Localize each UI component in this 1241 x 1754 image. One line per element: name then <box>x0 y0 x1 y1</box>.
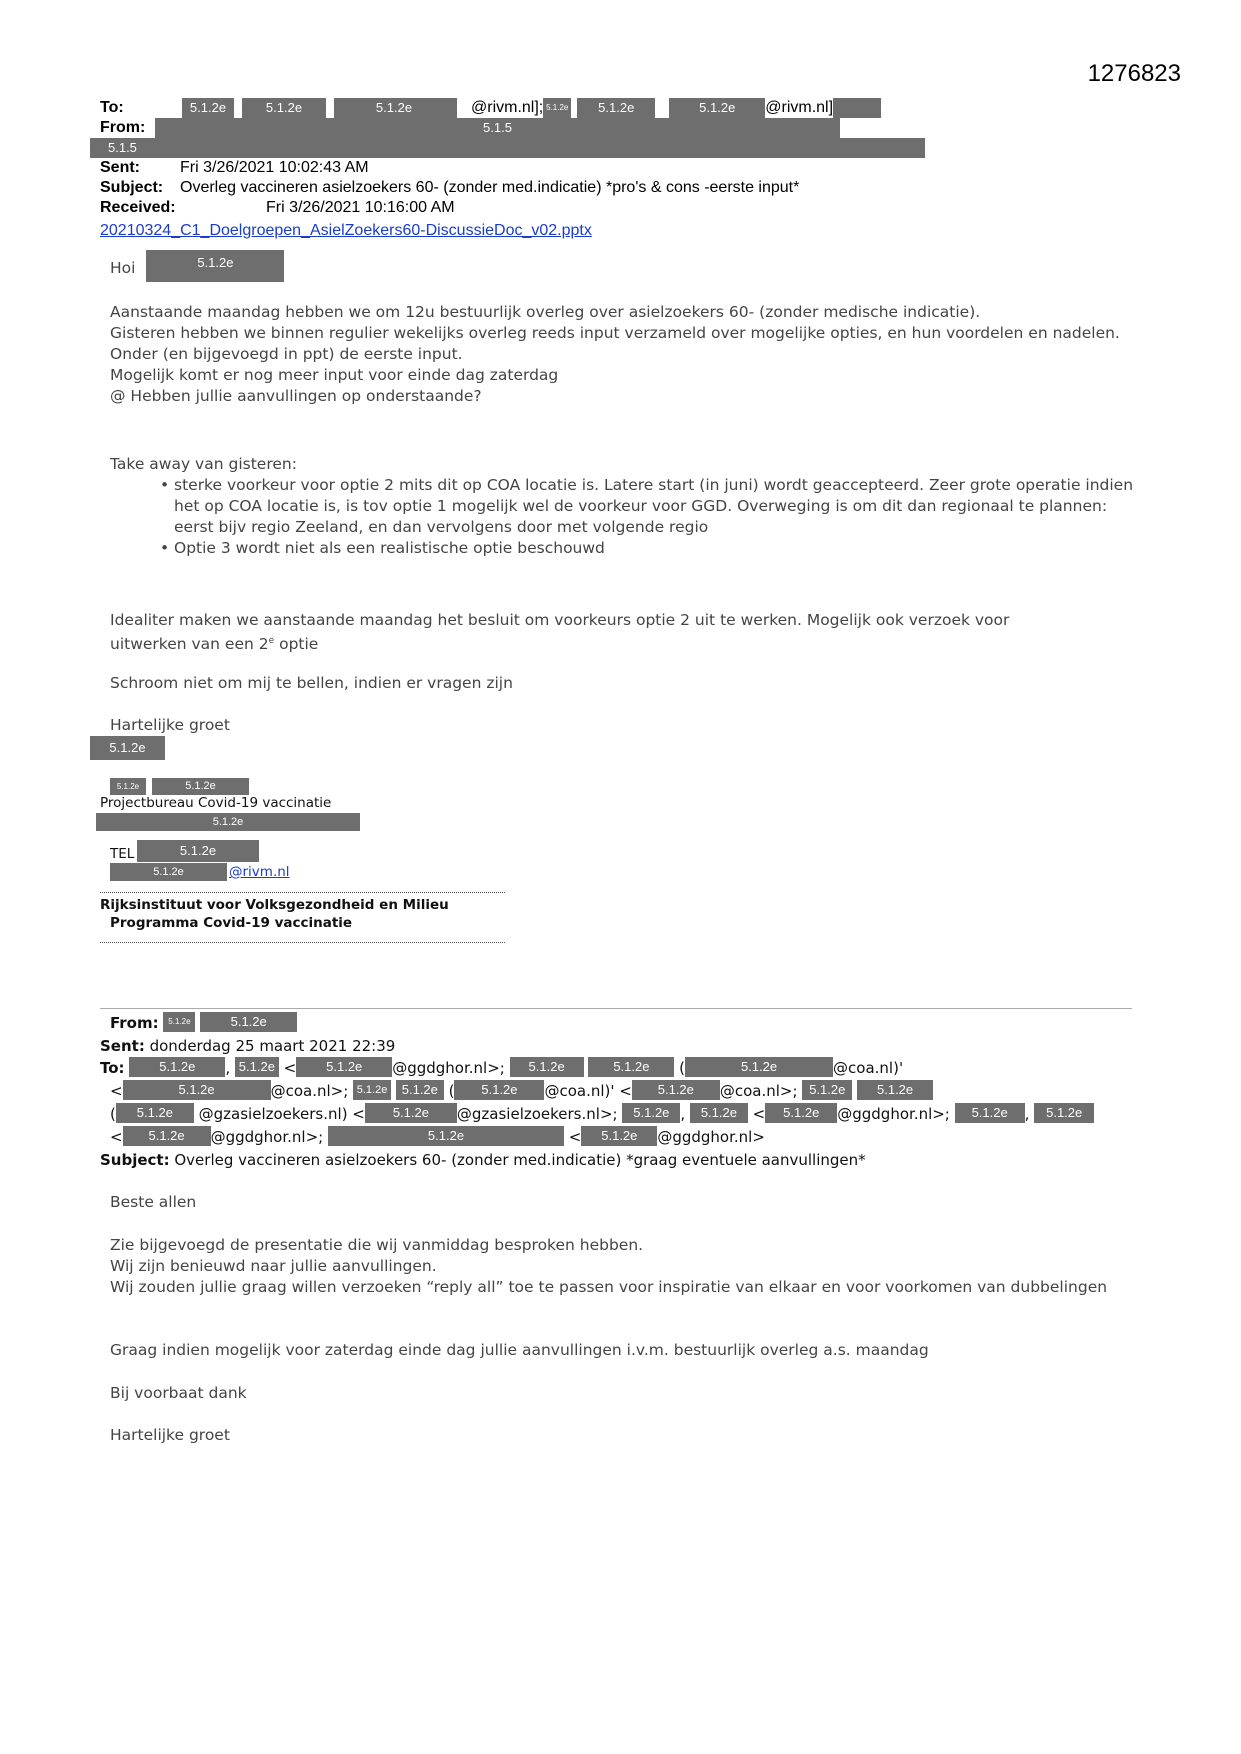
text-span: uitwerken van een 2 <box>110 635 269 654</box>
redaction: 5.1.2e <box>123 1080 271 1100</box>
from-label: From: <box>100 119 146 136</box>
email2-greeting: Beste allen <box>110 1193 197 1211</box>
redaction: 5.1.2e <box>90 736 165 760</box>
sent-label: Sent: <box>100 159 140 176</box>
para-line: Mogelijk komt er nog meer input voor einde dag zaterdag <box>110 366 559 384</box>
redaction: 5.1.2e <box>353 1080 391 1100</box>
redaction: 5.1.2e <box>1034 1103 1094 1123</box>
superscript: e <box>268 636 275 646</box>
email-domain: @ggdghor.nl>; <box>210 1128 324 1146</box>
redaction: 5.1.2e <box>955 1103 1025 1123</box>
para-line: Aanstaande maandag hebben we om 12u bestuurlijk overleg over asielzoekers 60- (zonder medische indicatie). <box>110 303 981 321</box>
takeaway-section <box>110 454 1140 559</box>
redaction: 5.1.2e <box>110 778 146 795</box>
redaction: 5.1.2e <box>543 98 571 118</box>
redaction: 5.1.5 <box>90 138 925 158</box>
redaction: 5.1.2e <box>365 1103 457 1123</box>
redaction: 5.1.2e <box>123 1126 211 1146</box>
email1-para1 <box>110 302 1140 407</box>
tel-label: TEL <box>110 846 135 862</box>
redaction: 5.1.2e <box>146 250 284 282</box>
list-item: • sterke voorkeur voor optie 2 mits dit op COA locatie is. Latere start (in juni) wordt geaccepteerd. Zeer grote operatie indien het op COA locatie is, is tov optie 1 mogelijk wel de voorkeur voor GGD. Overweging is om dit dan regionaal te plannen: eerst bijv regio Zeeland, en dan vervolgens door met volgende regio <box>160 475 1140 538</box>
redaction: 5.1.2e <box>581 1126 657 1146</box>
email-domain: @ggdghor.nl>; <box>837 1105 950 1123</box>
redaction: 5.1.2e <box>242 98 326 118</box>
email-separator <box>100 1008 1132 1009</box>
to-label: To: <box>100 99 124 116</box>
ideal-paragraph <box>110 610 1140 655</box>
subject-label: Subject: <box>100 179 164 196</box>
email2-sent-row <box>100 1035 395 1057</box>
to-label: To: <box>100 1059 125 1077</box>
email1-header <box>100 98 940 218</box>
sent-row <box>100 158 940 178</box>
redaction: 5.1.2e <box>765 1103 837 1123</box>
takeaway-heading: Take away van gisteren: <box>110 455 297 473</box>
subject-value: Overleg vaccineren asielzoekers 60- (zonder med.indicatie) *pro's & cons -eerste input* <box>180 179 800 196</box>
sent-label: Sent: <box>100 1037 145 1055</box>
email2-to-row-1: To: 5.1.2e , 5.1.2e < 5.1.2e @ggdghor.nl>; 5.1.2e 5.1.2e ( 5.1.2e @coa.nl)' <box>100 1059 904 1077</box>
email-domain: @coa.nl>; <box>270 1082 349 1100</box>
redaction: 5.1.2e <box>137 840 259 862</box>
redaction: 5.1.2e <box>632 1080 720 1100</box>
sig-program: Programma Covid-19 vaccinatie <box>110 915 353 931</box>
subject-value: Overleg vaccineren asielzoekers 60- (zonder med.indicatie) *graag eventuele aanvullingen* <box>169 1151 866 1169</box>
para-line: Gisteren hebben we binnen regulier wekelijks overleg reeds input verzameld over mogelijke opties, en hun voordelen en nadelen. <box>110 324 1120 342</box>
email2-request: Graag indien mogelijk voor zaterdag einde dag jullie aanvullingen i.v.m. bestuurlijk overleg a.s. maandag <box>110 1341 929 1359</box>
email-domain: @gzasielzoekers.nl) < <box>198 1105 365 1123</box>
greeting-line <box>110 255 1140 290</box>
page-number: 1276823 <box>1087 60 1181 87</box>
redaction: 5.1.2e <box>577 98 655 118</box>
email-domain: @coa.nl>; <box>719 1082 798 1100</box>
redaction: 5.1.2e <box>685 1057 833 1077</box>
divider <box>100 892 505 893</box>
to-domain: @rivm.nl]; <box>471 99 544 116</box>
email-domain: @coa.nl)' < <box>544 1082 632 1100</box>
redaction: 5.1.2e <box>454 1080 544 1100</box>
redaction: 5.1.2e <box>328 1126 564 1146</box>
received-label: Received: <box>100 199 176 216</box>
redaction: 5.1.2e <box>690 1103 748 1123</box>
redaction: 5.1.2e <box>235 1057 279 1077</box>
takeaway-list <box>110 475 1140 559</box>
email2-para <box>110 1235 1140 1298</box>
para-line: @ Hebben jullie aanvullingen op onderstaande? <box>110 387 482 405</box>
redaction: 5.1.2e <box>96 813 360 831</box>
redaction <box>833 98 881 118</box>
redaction: 5.1.2e <box>152 778 249 795</box>
para-line: Idealiter maken we aanstaande maandag het besluit om voorkeurs optie 2 uit te werken. Mogelijk ook verzoek voor <box>110 611 1010 629</box>
sig-org: Rijksinstituut voor Volksgezondheid en Milieu <box>100 897 449 913</box>
sent-value: donderdag 25 maart 2021 22:39 <box>144 1037 396 1055</box>
redaction <box>454 98 457 118</box>
call-line: Schroom niet om mij te bellen, indien er vragen zijn <box>110 674 513 692</box>
redaction: 5.1.5 <box>155 118 840 138</box>
email-domain: @coa.nl)' <box>833 1059 904 1077</box>
to-row <box>100 98 940 118</box>
from-label: From: <box>110 1014 159 1032</box>
text-span: optie <box>274 635 319 654</box>
para-line: Onder (en bijgevoegd in ppt) de eerste input. <box>110 345 463 363</box>
subject-label: Subject: <box>100 1151 170 1169</box>
list-item: • Optie 3 wordt niet als een realistische optie beschouwd <box>160 538 1140 559</box>
redaction: 5.1.2e <box>622 1103 680 1123</box>
email-domain: @ggdghor.nl>; <box>392 1059 505 1077</box>
subject-row <box>100 178 940 198</box>
para-line: Wij zouden jullie graag willen verzoeken “reply all” toe te passen voor inspiratie van elkaar en voor voorkomen van dubbelingen <box>110 1278 1108 1296</box>
email-domain: @gzasielzoekers.nl>; <box>456 1105 618 1123</box>
redaction: 5.1.2e <box>110 863 227 881</box>
email2-thanks: Bij voorbaat dank <box>110 1384 247 1402</box>
para-line: Zie bijgevoegd de presentatie die wij vanmiddag besproken hebben. <box>110 1236 644 1254</box>
sig-bureau: Projectbureau Covid-19 vaccinatie <box>100 795 332 811</box>
received-value: Fri 3/26/2021 10:16:00 AM <box>266 199 455 216</box>
redaction: 5.1.2e <box>669 98 765 118</box>
sent-value: Fri 3/26/2021 10:02:43 AM <box>180 159 369 176</box>
email2-subject-row <box>100 1149 866 1171</box>
email2-closing: Hartelijke groet <box>110 1426 230 1444</box>
email-domain: @ggdghor.nl> <box>657 1128 765 1146</box>
redaction: 5.1.2e <box>116 1103 194 1123</box>
para-line <box>110 631 1140 655</box>
redaction: 5.1.2e <box>396 1080 444 1100</box>
email2-to-row-3: ( 5.1.2e @gzasielzoekers.nl) < 5.1.2e @gzasielzoekers.nl>; 5.1.2e , 5.1.2e < 5.1.2e @ggdghor.nl>; 5.1.2e , 5.1.2e <box>110 1103 1094 1125</box>
email2-to-row-4: < 5.1.2e @ggdghor.nl>; 5.1.2e < 5.1.2e @ggdghor.nl> <box>110 1128 765 1146</box>
divider <box>100 942 505 943</box>
redaction: 5.1.2e <box>296 1057 392 1077</box>
redaction: 5.1.2e <box>510 1057 584 1077</box>
to-domain: @rivm.nl] <box>765 99 834 116</box>
attachment-link[interactable]: 20210324_C1_Doelgroepen_AsielZoekers60-DiscussieDoc_v02.pptx <box>100 222 592 239</box>
redaction: 5.1.2e <box>182 98 234 118</box>
redaction: 5.1.2e <box>588 1057 674 1077</box>
received-row <box>100 198 940 218</box>
email2-from-row <box>110 1012 297 1034</box>
redaction: 5.1.2e <box>163 1012 195 1032</box>
redaction: 5.1.2e <box>802 1080 852 1100</box>
email2-to-row-2: < 5.1.2e @coa.nl>; 5.1.2e 5.1.2e ( 5.1.2e @coa.nl)' < 5.1.2e @coa.nl>; 5.1.2e 5.1.2e <box>110 1080 933 1102</box>
closing: Hartelijke groet <box>110 716 230 734</box>
greeting: Hoi <box>110 259 136 277</box>
redaction: 5.1.2e <box>334 98 454 118</box>
para-line: Wij zijn benieuwd naar jullie aanvullingen. <box>110 1257 437 1275</box>
redaction: 5.1.2e <box>200 1012 297 1032</box>
redaction: 5.1.2e <box>857 1080 933 1100</box>
sig-tel <box>110 846 134 862</box>
sig-email-link[interactable]: @rivm.nl <box>229 864 290 880</box>
redaction: 5.1.2e <box>129 1057 225 1077</box>
